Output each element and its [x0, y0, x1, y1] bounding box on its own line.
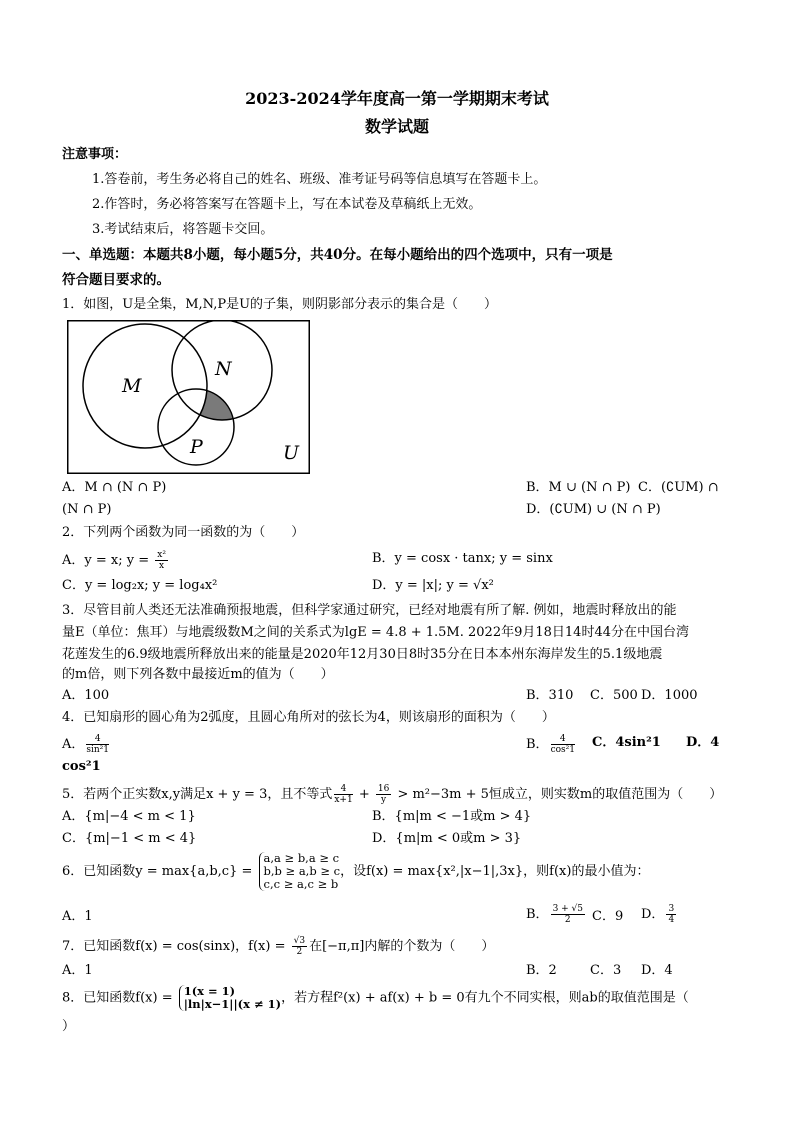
- q4-b-label: B．: [526, 737, 549, 752]
- exam-title: 2023-2024学年度高一第一学期期末考试: [245, 89, 549, 108]
- notice-heading: 注意事项：: [62, 147, 128, 162]
- q4-a-fraction: [86, 734, 109, 755]
- q6-b-label: B．: [526, 907, 549, 922]
- q3-option-a: A．100: [62, 688, 110, 703]
- q2-a-text: A．y = x; y =: [62, 553, 154, 568]
- q2-option-b: B．y = cosx · tanx; y = sinx: [372, 551, 553, 566]
- q6-d-label: D．: [641, 907, 665, 922]
- q6-d-fraction: [666, 904, 676, 925]
- q2-stem: 2．下列两个函数为同一函数的为（ ）: [62, 525, 305, 540]
- q1-stem: 1．如图，U是全集，M,N,P是U的子集，则阴影部分表示的集合是（ ）: [62, 297, 498, 312]
- q4-option-a: [62, 734, 111, 755]
- q7-stem: [62, 936, 494, 957]
- q5-stem-post: > m²−3m + 5恒成立，则实数m的取值范围为（ ）: [393, 787, 723, 802]
- q5-plus: +: [354, 787, 374, 802]
- q4-option-c: C．4sin²1: [592, 735, 661, 750]
- q8-stem-cont: ）: [62, 1019, 76, 1034]
- q3-stem-line: 花莲发生的6.9级地震所释放出来的能量是2020年12月30日8时35分在日本本州东海岸发生的5.1级地震: [62, 647, 663, 662]
- q5-option-a: A．{m|−4 < m < 1}: [62, 809, 196, 824]
- q4-option-b: [526, 734, 577, 755]
- q5-f2-num: 16: [377, 784, 390, 794]
- q6-stem: [62, 852, 649, 891]
- label-p: P: [190, 436, 203, 458]
- q1-option-b: B．M ∪ (N ∩ P): [526, 480, 631, 495]
- q7-option-a: A．1: [62, 963, 93, 978]
- q7-stem-pre: 7．已知函数f(x) = cos(sinx)，f(x) =: [62, 939, 290, 954]
- q7-frac-num: √3: [293, 936, 306, 946]
- q8-case: |ln|x−1||(x ≠ 1): [183, 997, 282, 1011]
- q7-stem-post: 在[−π,π]内解的个数为（ ）: [309, 939, 495, 954]
- section-heading: 一、单选题：本题共8小题，每小题5分，共40分。在每小题给出的四个选项中，只有一项是: [62, 247, 613, 263]
- q5-f1-num: 4: [334, 784, 352, 795]
- q7-option-c: C．3: [590, 963, 622, 978]
- q5-option-d: D．{m|m < 0或m > 3}: [372, 831, 522, 846]
- q8-case: 1(x = 1): [183, 984, 236, 998]
- q2-a-fraction: [155, 550, 168, 571]
- q7-frac-den: 2: [296, 947, 303, 957]
- notice-item: 2.作答时，务必将答案写在答题卡上，写在本试卷及草稿纸上无效。: [92, 197, 482, 212]
- notice-item: 1.答卷前，考生务必将自己的姓名、班级、准考证号码等信息填写在答题卡上。: [92, 172, 547, 187]
- q3-stem-line: 量E（单位：焦耳）与地震级数M之间的关系式为lgE = 4.8 + 1.5M. 2022年9月18日14时44分在中国台湾: [62, 625, 689, 640]
- circle-m: [83, 324, 207, 448]
- q6-case: c,c ≥ a,c ≥ b: [263, 877, 339, 891]
- q8-stem: [62, 985, 689, 1011]
- q1-option-d: D．(∁UM) ∪ (N ∩ P): [526, 502, 661, 517]
- q4-a-num: 4: [86, 734, 109, 745]
- q6-option-c: C．9: [592, 909, 624, 924]
- q3-option-c: C．500: [590, 688, 638, 703]
- q5-stem: [62, 784, 722, 805]
- q5-f1-den: x+1: [334, 795, 353, 805]
- label-u: U: [283, 442, 300, 464]
- q2-option-a: [62, 550, 170, 571]
- q4-a-den: sin²1: [86, 745, 110, 755]
- q3-option-b: B．310: [526, 688, 574, 703]
- q3-stem-line: 3．尽管目前人类还无法准确预报地震，但科学家通过研究，已经对地震有所了解. 例如，地震时释放出的能: [62, 603, 677, 618]
- q1-option-a: A．M ∩ (N ∩ P): [62, 480, 167, 495]
- q6-option-d: [641, 904, 678, 925]
- q6-b-fraction: [551, 904, 585, 925]
- q7-option-b: B．2: [526, 963, 557, 978]
- q7-fraction: [292, 936, 307, 957]
- q4-stem: 4．已知扇形的圆心角为2弧度，且圆心角所对的弦长为4，则该扇形的面积为（ ）: [62, 710, 555, 725]
- q6-case: a,a ≥ b,a ≥ c: [263, 851, 340, 865]
- q2-option-c: C．y = log₂x; y = log₄x²: [62, 578, 218, 593]
- q7-option-d: D．4: [641, 963, 673, 978]
- q6-case: b,b ≥ a,b ≥ c: [263, 864, 341, 878]
- q6-b-den: 2: [564, 915, 571, 925]
- exam-subtitle: 数学试题: [364, 117, 429, 136]
- q2-option-d: D．y = |x|; y = √x²: [372, 578, 494, 593]
- q8-stem-post: ，若方程f²(x) + af(x) + b = 0有九个不同实根，则ab的取值范围是（: [281, 990, 689, 1006]
- label-m: M: [122, 375, 142, 397]
- q5-f2-den: y: [381, 795, 387, 805]
- q1-option-c: C．(∁UM) ∩: [638, 480, 719, 495]
- q5-option-b: B．{m|m < −1或m > 4}: [372, 809, 532, 824]
- q4-option-d-cont: cos²1: [62, 759, 101, 774]
- section-heading-cont: 符合题目要求的。: [62, 272, 170, 288]
- q5-option-c: C．{m|−1 < m < 4}: [62, 831, 197, 846]
- q6-option-a: A．1: [62, 909, 93, 924]
- q6-b-num: 3 + √5: [552, 904, 584, 914]
- notice-item: 3.考试结束后，将答题卡交回。: [92, 222, 274, 237]
- q6-option-b: [526, 904, 587, 925]
- q4-option-d: D．4: [686, 735, 720, 750]
- q6-stem-pre: 6．已知函数y = max{a,b,c} =: [62, 864, 257, 879]
- q4-b-num: 4: [551, 734, 575, 745]
- q6-d-num: 3: [668, 904, 675, 914]
- q4-a-label: A．: [62, 737, 85, 752]
- q5-fraction-1: [334, 784, 352, 805]
- q3-option-d: D．1000: [641, 688, 698, 703]
- q5-fraction-2: [376, 784, 391, 805]
- q8-stem-pre: 8．已知函数f(x) =: [62, 990, 177, 1006]
- label-n: N: [215, 358, 232, 380]
- q4-b-den: cos²1: [550, 745, 575, 755]
- q5-stem-pre: 5．若两个正实数x,y满足x + y = 3，且不等式: [62, 787, 333, 802]
- q2-a-den: x: [159, 561, 165, 571]
- q6-piecewise: [259, 852, 341, 891]
- q4-b-fraction: [551, 734, 575, 755]
- q6-stem-post: ，设f(x) = max{x²,|x−1|,3x}，则f(x)的最小值为：: [340, 864, 650, 879]
- q6-d-den: 4: [668, 915, 675, 925]
- q3-stem-line: 的m倍，则下列各数中最接近m的值为（ ）: [62, 667, 334, 682]
- q2-a-num: x²: [157, 550, 166, 560]
- q1-option-c-cont: (N ∩ P): [62, 502, 112, 517]
- q8-piecewise: [179, 985, 281, 1011]
- venn-diagram: [67, 320, 310, 474]
